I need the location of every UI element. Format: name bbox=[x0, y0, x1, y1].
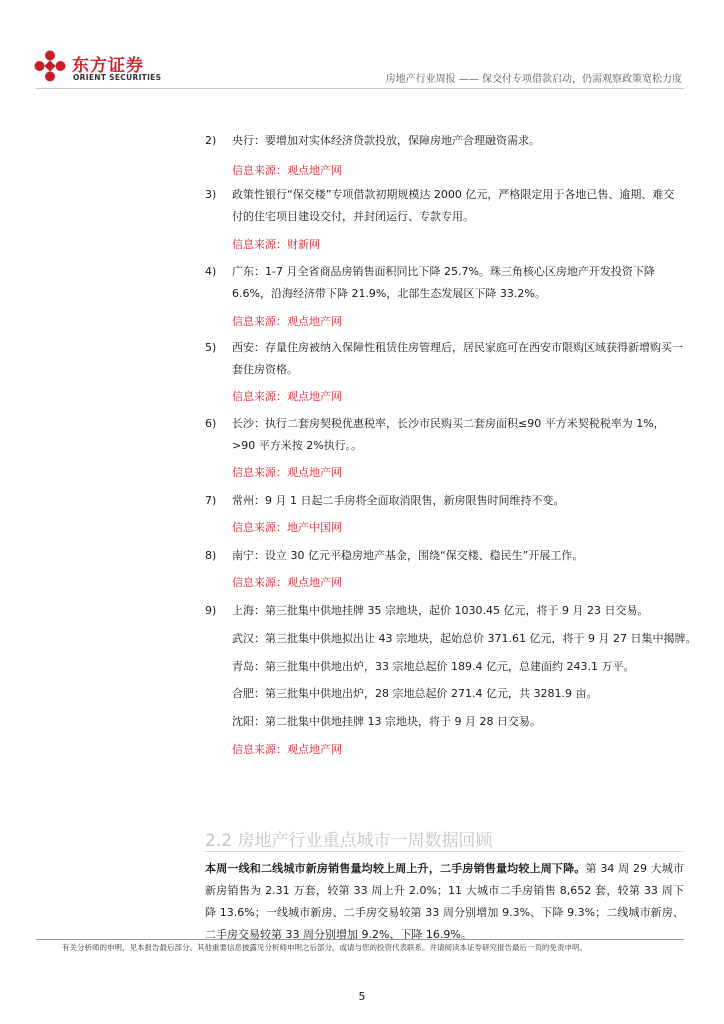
item-text: 广东：1-7 月全省商品房销售面积同比下降 25.7%。珠三角核心区房地产开发投资下降 6.6%，沿海经济带下降 21.9%，北部生态发展区下降 33.2%。 bbox=[232, 265, 655, 300]
header-divider bbox=[36, 88, 684, 89]
item-source: 信息来源：观点地产网 bbox=[232, 164, 342, 177]
item-number: 9) bbox=[205, 604, 217, 617]
item-number: 3) bbox=[205, 188, 217, 201]
land-supply-qingdao: 青岛：第三批集中供地出炉，33 宗地总起价 189.4 亿元，总建面约 243.1 万平。 bbox=[232, 660, 635, 673]
item-text: 常州：9 月 1 日起二手房将全面取消限售，新房限售时间维持不变。 bbox=[232, 494, 565, 507]
item-source: 信息来源：财新网 bbox=[232, 238, 320, 251]
land-supply-shenyang: 沈阳：第二批集中供地挂牌 13 宗地块，将于 9 月 28 日交易。 bbox=[232, 715, 541, 728]
logo-english-name: ORIENT SECURITIES bbox=[73, 73, 162, 82]
page-header bbox=[0, 0, 724, 96]
report-title: 房地产行业周报 —— 保交付专项借款启动，仍需观察政策宽松力度 bbox=[385, 74, 682, 85]
item-number: 6) bbox=[205, 417, 217, 430]
item-text: 央行：要增加对实体经济贷款投放，保障房地产合理融资需求。 bbox=[232, 134, 540, 147]
item-source: 信息来源：观点地产网 bbox=[232, 466, 342, 479]
item-text: 西安：存量住房被纳入保障性租赁住房管理后，居民家庭可在西安市限购区域获得新增购买一套住房资格。 bbox=[232, 341, 683, 376]
item-number: 7) bbox=[205, 494, 217, 507]
item-source: 信息来源：观点地产网 bbox=[232, 743, 342, 756]
item-source: 信息来源：地产中国网 bbox=[232, 521, 342, 534]
paragraph-body: 第 34 周 29 大城市新房销售为 2.31 万套，较第 33 周上升 2.0%；11 大城市二手房销售 8,652 套，较第 33 周下降 13.6%；一线城市新房、二手房交易较第 33 周分别增加 9.3%、下降 9.3%；二线城市新房、二手房交易较第 33 周分别增加 9.2%、下降 16.9%。 bbox=[205, 862, 685, 941]
item-number: 8) bbox=[205, 549, 217, 562]
item-number: 2) bbox=[205, 134, 217, 147]
footer-disclaimer: 有关分析师的申明，见本报告最后部分。其他重要信息披露见分析师申明之后部分，或请与您的投资代表联系。并请阅读本证券研究报告最后一页的免责申明。 bbox=[62, 943, 587, 952]
item-text: 上海：第三批集中供地挂牌 35 宗地块，起价 1030.45 亿元，将于 9 月 23 日交易。 bbox=[232, 604, 649, 617]
section-paragraph bbox=[205, 858, 684, 946]
item-source: 信息来源：观点地产网 bbox=[232, 576, 342, 589]
orient-securities-logo-icon bbox=[34, 50, 66, 82]
paragraph-lead: 本周一线和二线城市新房销售量均较上周上升，二手房销售量均较上周下降。 bbox=[205, 862, 586, 875]
land-supply-wuhan: 武汉：第三批集中供地拟出让 43 宗地块，起始总价 371.61 亿元，将于 9 月 27 日集中揭牌。 bbox=[232, 632, 697, 645]
item-text: 南宁：设立 30 亿元平稳房地产基金，围绕“保交楼、稳民生”开展工作。 bbox=[232, 549, 584, 562]
item-text: 长沙：执行二套房契税优惠税率，长沙市民购买二套房面积≤90 平方米契税税率为 1%，>90 平方米按 2%执行。。 bbox=[232, 417, 665, 452]
item-source: 信息来源：观点地产网 bbox=[232, 315, 342, 328]
item-source: 信息来源：观点地产网 bbox=[232, 390, 342, 403]
page-number: 5 bbox=[358, 990, 366, 1003]
item-number: 5) bbox=[205, 341, 217, 354]
item-text: 政策性银行“保交楼”专项借款初期规模达 2000 亿元，严格限定用于各地已售、逾期、难交付的住宅项目建设交付，并封闭运行、专款专用。 bbox=[232, 188, 675, 223]
logo-chinese-name: 东方证券 bbox=[72, 56, 144, 76]
section-title: 2.2 房地产行业重点城市一周数据回顾 bbox=[205, 831, 493, 851]
land-supply-hefei: 合肥：第三批集中供地出炉，28 宗地总起价 271.4 亿元，共 3281.9 亩。 bbox=[232, 687, 598, 700]
footer-divider bbox=[36, 939, 684, 940]
section-divider bbox=[205, 851, 684, 852]
item-number: 4) bbox=[205, 265, 217, 278]
